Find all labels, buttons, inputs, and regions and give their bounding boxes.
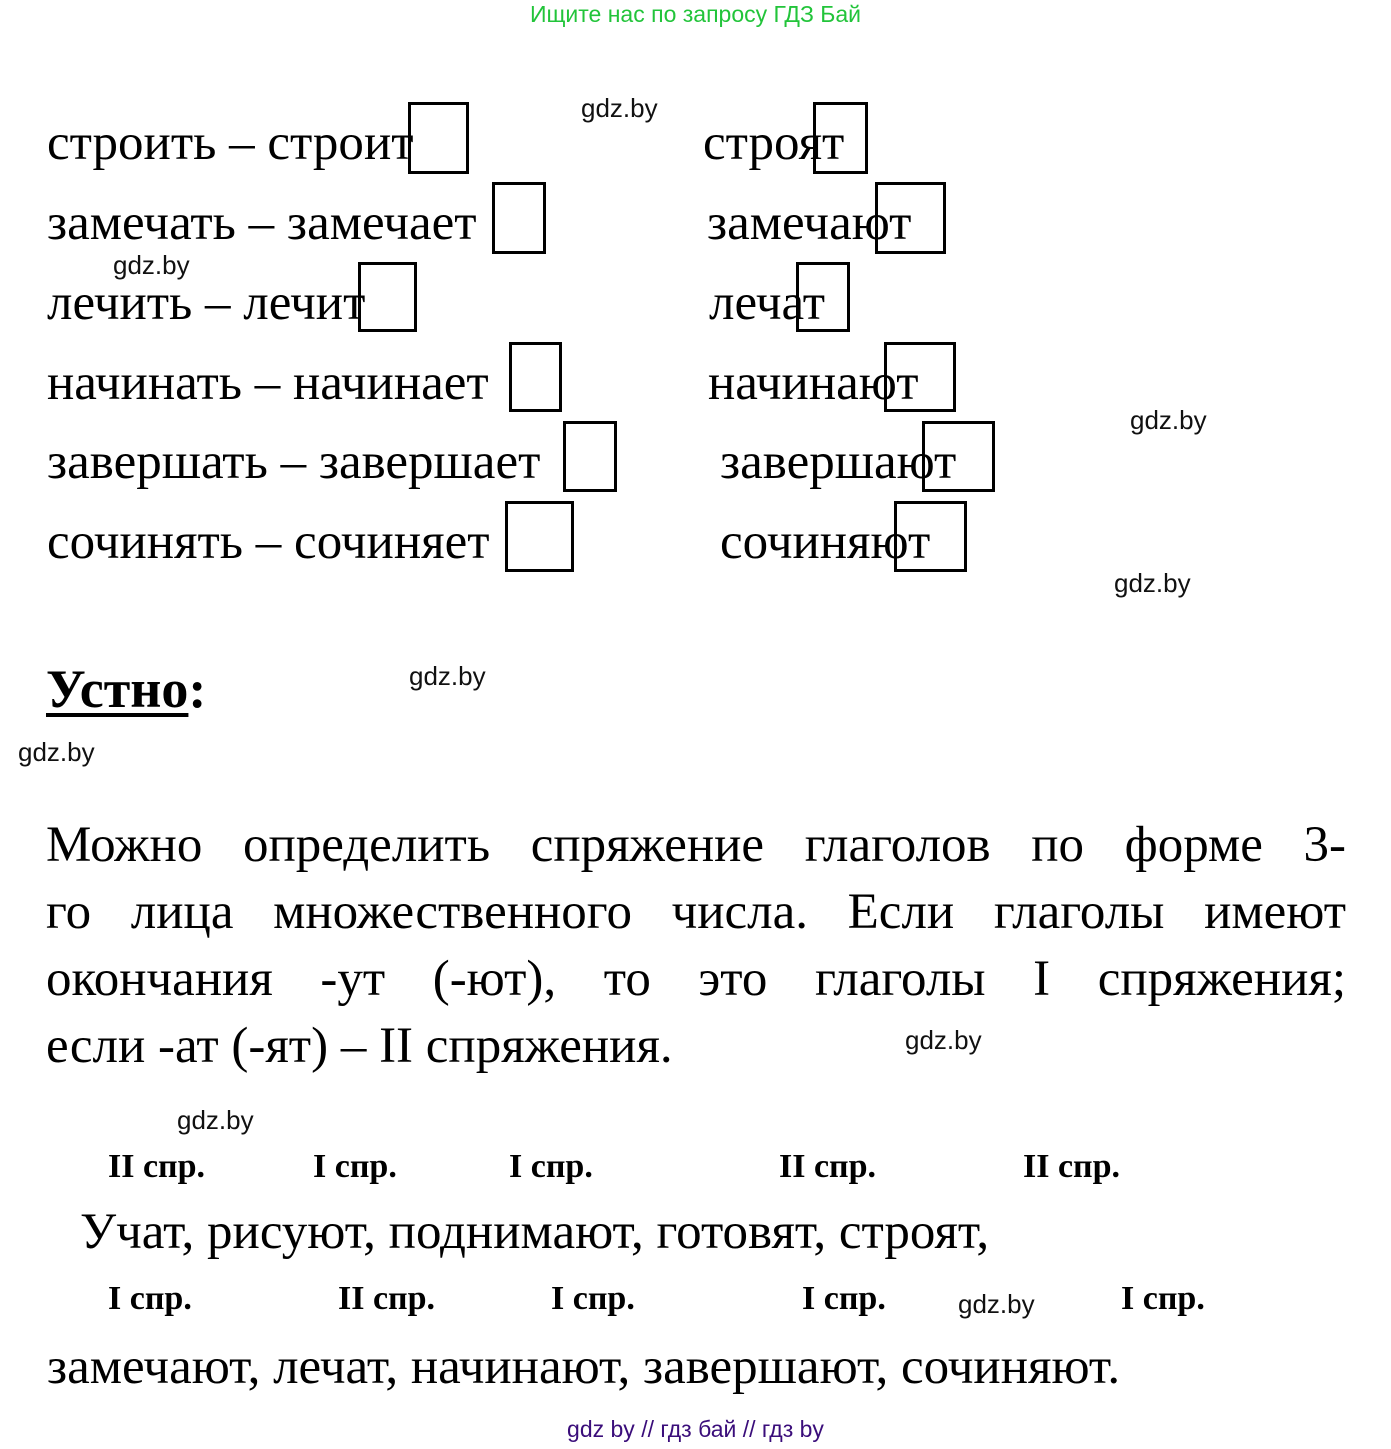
row-5-phrase: завершать – заверша xyxy=(47,434,496,490)
row-1-ending: ит xyxy=(363,115,414,171)
oral-heading-colon: : xyxy=(188,659,207,719)
row-2-plural-stem: замеча xyxy=(707,195,852,251)
conj-label: I спр. xyxy=(108,1280,192,1317)
ending-box xyxy=(884,342,956,412)
watermark: gdz.by xyxy=(113,250,190,280)
row-4-left xyxy=(47,355,489,411)
conj-label: I спр. xyxy=(551,1280,635,1317)
verbs-line-2: замечают, лечат, начинают, завершают, сочиняют. xyxy=(47,1339,1121,1395)
row-1-plural-ending: ят xyxy=(798,115,845,171)
ending-box xyxy=(796,262,850,332)
conj-label: I спр. xyxy=(509,1148,593,1185)
oral-heading-text: Устно xyxy=(46,659,189,719)
watermark: gdz.by xyxy=(581,93,658,123)
ending-box xyxy=(922,421,995,492)
conj-label: II спр. xyxy=(108,1148,206,1185)
row-4-plural-stem: начина xyxy=(708,355,859,411)
row-2-phrase: замечать – замеча xyxy=(47,195,432,251)
ending-box xyxy=(505,501,574,572)
row-2-ending: ет xyxy=(431,195,477,251)
row-1-phrase: строить – стро xyxy=(47,115,364,171)
watermark: gdz.by xyxy=(177,1105,254,1135)
watermark: gdz.by xyxy=(958,1289,1035,1319)
row-4-plural-ending: ют xyxy=(858,355,919,411)
rule-line-1: Можно определить спряжение глаголов по форме 3- xyxy=(46,817,1346,873)
watermark: gdz.by xyxy=(1130,405,1207,435)
row-5-plural-ending: ют xyxy=(896,434,957,490)
row-2-plural-ending: ют xyxy=(851,195,912,251)
conj-label: II спр. xyxy=(779,1148,877,1185)
row-5-right xyxy=(720,434,957,490)
oral-heading xyxy=(46,658,206,720)
ending-box xyxy=(563,421,617,492)
row-5-left xyxy=(47,434,541,490)
rule-line-3: окончания -ут (-ют), то это глаголы I спряжения; xyxy=(46,951,1346,1007)
row-2-left xyxy=(47,195,477,251)
row-3-plural-ending: ат xyxy=(781,275,826,331)
ending-box xyxy=(492,182,546,254)
ending-box xyxy=(509,342,562,412)
row-5-plural-stem: заверша xyxy=(720,434,897,490)
row-1-left xyxy=(47,115,414,171)
row-3-left xyxy=(47,275,366,331)
ending-box xyxy=(408,102,469,174)
row-3-phrase: лечить – леч xyxy=(47,275,316,331)
conj-label: I спр. xyxy=(802,1280,886,1317)
rule-line-2: го лица множественного числа. Если глаголы имеют xyxy=(46,884,1346,940)
row-3-ending: ит xyxy=(315,275,366,331)
row-6-plural-stem: сочиня xyxy=(720,514,871,570)
row-6-plural-ending: ют xyxy=(870,514,931,570)
conj-label: II спр. xyxy=(1023,1148,1121,1185)
conj-label: II спр. xyxy=(338,1280,436,1317)
watermark: gdz.by xyxy=(905,1025,982,1055)
row-4-ending: ет xyxy=(443,355,489,411)
row-6-phrase: сочинять – сочиня xyxy=(47,514,445,570)
verbs-line-1: Учат, рисуют, поднимают, готовят, строят, xyxy=(80,1204,990,1260)
ending-box xyxy=(894,501,967,572)
rule-paragraph xyxy=(46,812,1346,1080)
footer-links: gdz by // гдз бай // гдз by xyxy=(567,1416,824,1442)
ending-box xyxy=(875,182,946,254)
watermark: gdz.by xyxy=(409,661,486,691)
top-banner: Ищите нас по запросу ГДЗ Бай xyxy=(529,1,862,27)
row-1-plural-stem: стро xyxy=(703,115,799,171)
row-5-ending: ет xyxy=(495,434,541,490)
rule-line-4: если -ат (-ят) – II спряжения. xyxy=(46,1018,673,1074)
conj-label: I спр. xyxy=(1121,1280,1205,1317)
row-3-plural-stem: леч xyxy=(709,275,782,331)
ending-box xyxy=(358,262,417,332)
row-6-left xyxy=(47,514,490,570)
watermark: gdz.by xyxy=(1114,568,1191,598)
conj-label: I спр. xyxy=(313,1148,397,1185)
row-6-ending: ет xyxy=(444,514,490,570)
watermark: gdz.by xyxy=(18,737,95,767)
row-4-phrase: начинать – начина xyxy=(47,355,444,411)
ending-box xyxy=(813,102,868,174)
